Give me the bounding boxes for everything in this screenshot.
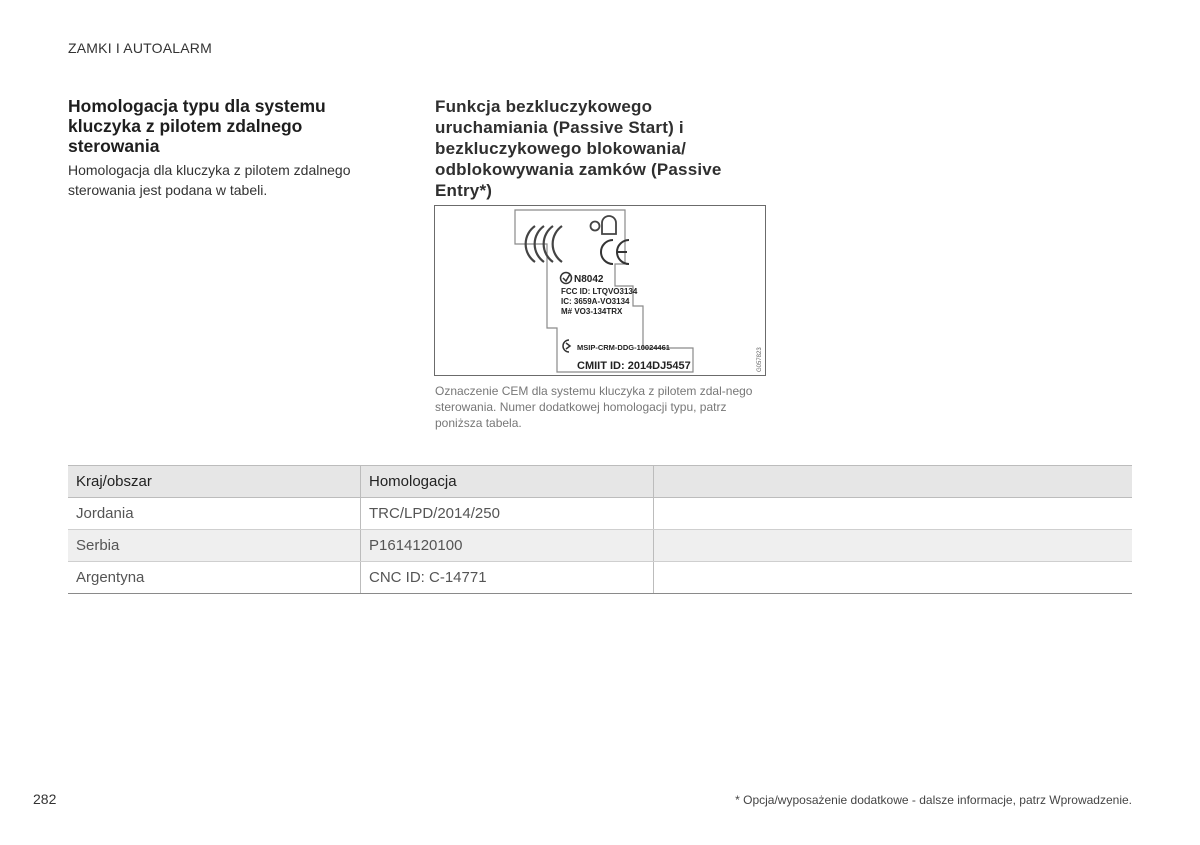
- table-row: [68, 562, 1132, 594]
- rcm-mark-icon: [561, 273, 572, 284]
- section-header: ZAMKI I AUTOALARM: [68, 40, 212, 56]
- label-text-n: N8042: [574, 274, 604, 285]
- header-empty: [654, 466, 1133, 498]
- table-row: [68, 530, 1132, 562]
- alert-class-icon: [591, 216, 617, 234]
- left-heading: Homologacja typu dla systemu kluczyka z pilotem zdalnego sterowania: [68, 96, 326, 156]
- figure-reference-code: G057823: [757, 347, 763, 372]
- homologation-table: [68, 465, 1132, 594]
- cell-empty: [654, 498, 1133, 530]
- label-text-cmiit: CMIIT ID: 2014DJ5457: [577, 360, 691, 372]
- label-text-fcc: FCC ID: LTQVO3134: [561, 287, 638, 296]
- cem-label-figure: [434, 205, 766, 376]
- figure-caption: Oznaczenie CEM dla systemu kluczyka z pilotem zdal-nego sterowania. Numer dodatkowej homologacji typu, patrz poniższa tabela.: [435, 384, 753, 430]
- cell-homologation: CNC ID: C-14771: [361, 562, 654, 594]
- footnote: * Opcja/wyposażenie dodatkowe - dalsze informacje, patrz Wprowadzenie.: [735, 793, 1132, 807]
- right-heading: Funkcja bezkluczykowego uruchamiania (Passive Start) i bezkluczykowego blokowania/ odblokowywania zamków (Passive Entry*): [435, 97, 722, 200]
- table-row: [68, 498, 1132, 530]
- cell-homologation: P1614120100: [361, 530, 654, 562]
- page-number: 282: [33, 791, 57, 807]
- cell-country: Serbia: [68, 530, 361, 562]
- header-homologation: Homologacja: [361, 466, 654, 498]
- left-paragraph: Homologacja dla kluczyka z pilotem zdalnego sterowania jest podana w tabeli.: [68, 162, 351, 198]
- cell-country: Argentyna: [68, 562, 361, 594]
- label-text-model: M# VO3-134TRX: [561, 307, 623, 316]
- label-text-ic: IC: 3659A-VO3134: [561, 297, 630, 306]
- cell-empty: [654, 530, 1133, 562]
- kc-mark-icon: [563, 340, 570, 352]
- cell-country: Jordania: [68, 498, 361, 530]
- header-country: Kraj/obszar: [68, 466, 361, 498]
- cell-homologation: TRC/LPD/2014/250: [361, 498, 654, 530]
- table-header-row: [68, 466, 1132, 498]
- label-text-msip: MSIP-CRM-DDG-10024461: [577, 343, 670, 352]
- cell-empty: [654, 562, 1133, 594]
- cem-label-illustration: [435, 206, 765, 375]
